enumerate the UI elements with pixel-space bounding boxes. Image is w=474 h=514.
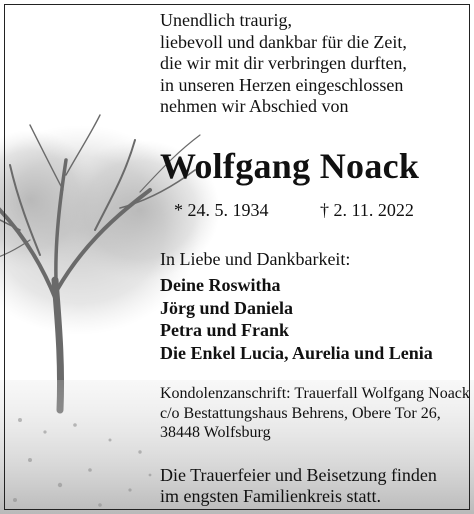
thanks-line: In Liebe und Dankbarkeit: bbox=[160, 249, 351, 269]
address-line: 38448 Wolfsburg bbox=[160, 424, 271, 441]
closing-text bbox=[160, 465, 437, 506]
family-member: Petra und Frank bbox=[160, 320, 290, 340]
family-member: Jörg und Daniela bbox=[160, 297, 294, 318]
birth-date: * 24. 5. 1934 bbox=[174, 200, 269, 220]
family-member: Deine Roswitha bbox=[160, 275, 281, 295]
closing-line: im engsten Familienkreis statt. bbox=[160, 485, 381, 506]
address-line: c/o Bestattungshaus Behrens, Obere Tor 26, bbox=[160, 404, 441, 422]
intro-text bbox=[160, 10, 407, 118]
closing-line: Die Trauerfeier und Beisetzung finden bbox=[160, 465, 437, 485]
intro-line: liebevoll und dankbar für die Zeit, bbox=[160, 31, 407, 52]
intro-line: die wir mit dir verbringen durften, bbox=[160, 53, 407, 73]
intro-line: Unendlich traurig, bbox=[160, 10, 292, 30]
condolence-address bbox=[160, 384, 470, 443]
deceased-name: Wolfgang Noack bbox=[160, 146, 420, 186]
intro-line: in unseren Herzen eingeschlossen bbox=[160, 74, 404, 95]
address-line: Kondolenzanschrift: Trauerfall Wolfgang Noack bbox=[160, 385, 470, 402]
death-date: † 2. 11. 2022 bbox=[320, 200, 414, 220]
family-member: Die Enkel Lucia, Aurelia und Lenia bbox=[160, 342, 433, 363]
intro-line: nehmen wir Abschied von bbox=[160, 96, 349, 116]
family-list bbox=[160, 274, 433, 364]
